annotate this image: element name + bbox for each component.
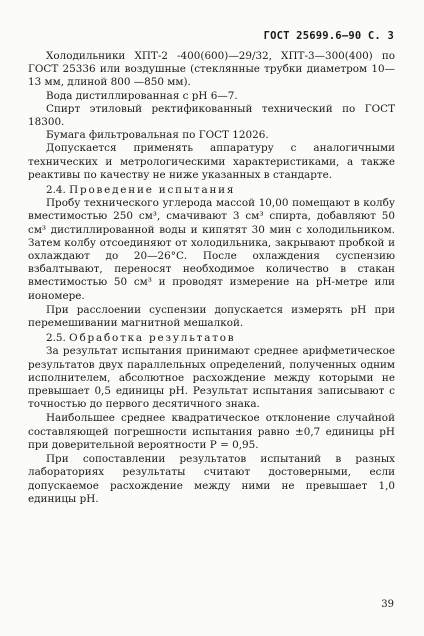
section-title: Обработка результатов (69, 332, 236, 345)
paragraph-procedure: Пробу технического углерода массой 10,00 помещают в колбу вместимостью 250 см³, смачивают 3 см³ спирта, добавляют 50 см³ дистиллированной воды и кипятят 30 мин с холодильником. Затем колбу отсоединяют от холодильника, закрывают пробкой и охлаждают до 20—26°С. После охлаждения суспензию взбалтывают, переносят необходимое количество в стакан вместимостью 50 см³ и проводят измерение на рН-метре или иономере. (28, 197, 395, 302)
section-number: 2.5. (46, 332, 66, 345)
paragraph-condensers: Холодильники ХПТ-2 -400(600)—29/32, ХПТ-3—300(400) по ГОСТ 25336 или воздушные (стеклянные трубки диаметром 10—13 мм, длиной 800 —850 мм). (28, 50, 395, 89)
section-number: 2.4. (46, 184, 66, 197)
paragraph-filter-paper: Бумага фильтровальная по ГОСТ 12026. (46, 129, 269, 142)
paragraph-deviation: Наибольшее среднее квадратическое отклонение случайной составляющей погрешности испытания равно ±0,7 единицы рН при доверительной вероятности Р = 0,95. (28, 412, 395, 451)
paragraph-comparison: При сопоставлении результатов испытаний в разных лабораториях результаты считают достоверными, если допускаемое расхождение между ними не превышает 1,0 единицы рН. (28, 453, 395, 505)
section-title: Проведение испытания (69, 184, 236, 197)
page-number: 39 (381, 599, 394, 610)
document-body (28, 50, 395, 506)
paragraph-result: За результат испытания принимают среднее арифметическое результатов двух параллельных определений, полученных одним исполнителем, абсолютное расхождение между которыми не превышает 0,5 единицы рН. Результат испытания записывают с точностью до первого десятичного знака. (28, 345, 395, 411)
paragraph-equipment-note: Допускается применять аппаратуру с аналогичными технических и метрологическими характеристиками, а также реактивы по качеству не ниже указанных в стандарте. (28, 142, 395, 181)
section-heading-2-4 (28, 184, 395, 197)
page-header: ГОСТ 25699.6—90 С. 3 (263, 30, 394, 42)
paragraph-stratification: При расслоении суспензии допускается измерять рН при перемешивании магнитной мешалкой. (28, 303, 395, 330)
paragraph-water: Вода дистиллированная с рН 6—7. (46, 89, 238, 102)
section-heading-2-5 (28, 332, 395, 345)
paragraph-spirit: Спирт этиловый ректификованный технический по ГОСТ 18300. (28, 102, 395, 129)
